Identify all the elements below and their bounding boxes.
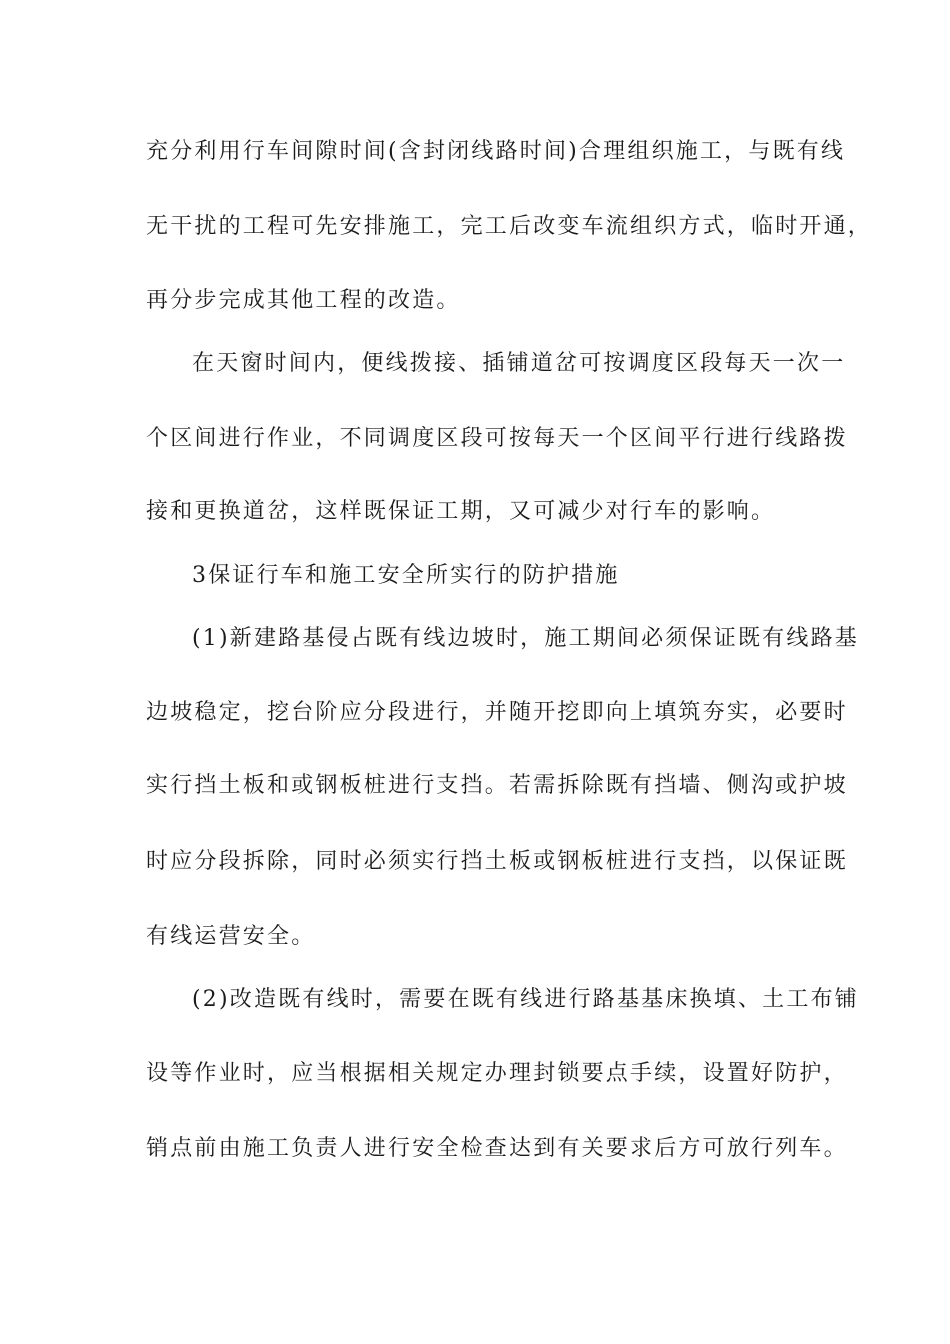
paragraph-line: 设等作业时，应当根据相关规定办理封锁要点手续，设置好防护， [146, 1061, 848, 1086]
paragraph-line: 实行挡土板和或钢板桩进行支挡。若需拆除既有挡墙、侧沟或护坡 [146, 773, 848, 798]
paragraph-line: 充分利用行车间隙时间(含封闭线路时间)合理组织施工，与既有线 [146, 139, 846, 164]
paragraph-line: 个区间进行作业，不同调度区段可按每天一个区间平行进行线路拨 [146, 426, 848, 451]
paragraph-line: 边坡稳定，挖台阶应分段进行，并随开挖即向上填筑夯实，必要时 [146, 700, 848, 725]
paragraph-line: (2)改造既有线时，需要在既有线进行路基基床换填、土工布铺 [192, 987, 859, 1012]
paragraph-line: 有线运营安全。 [146, 924, 316, 949]
paragraph-line: 销点前由施工负责人进行安全检查达到有关要求后方可放行列车。 [146, 1136, 848, 1161]
paragraph-line: (1)新建路基侵占既有线边坡时，施工期间必须保证既有线路基 [192, 626, 859, 651]
paragraph-line: 无干扰的工程可先安排施工，完工后改变车流组织方式，临时开通， [146, 214, 873, 239]
paragraph-line: 在天窗时间内，便线拨接、插铺道岔可按调度区段每天一次一 [192, 351, 846, 376]
paragraph-line: 时应分段拆除，同时必须实行挡土板或钢板桩进行支挡，以保证既 [146, 849, 848, 874]
paragraph-line: 接和更换道岔，这样既保证工期，又可减少对行车的影响。 [146, 499, 776, 524]
section-heading: 3保证行车和施工安全所实行的防护措施 [192, 563, 620, 588]
paragraph-line: 再分步完成其他工程的改造。 [146, 288, 461, 313]
